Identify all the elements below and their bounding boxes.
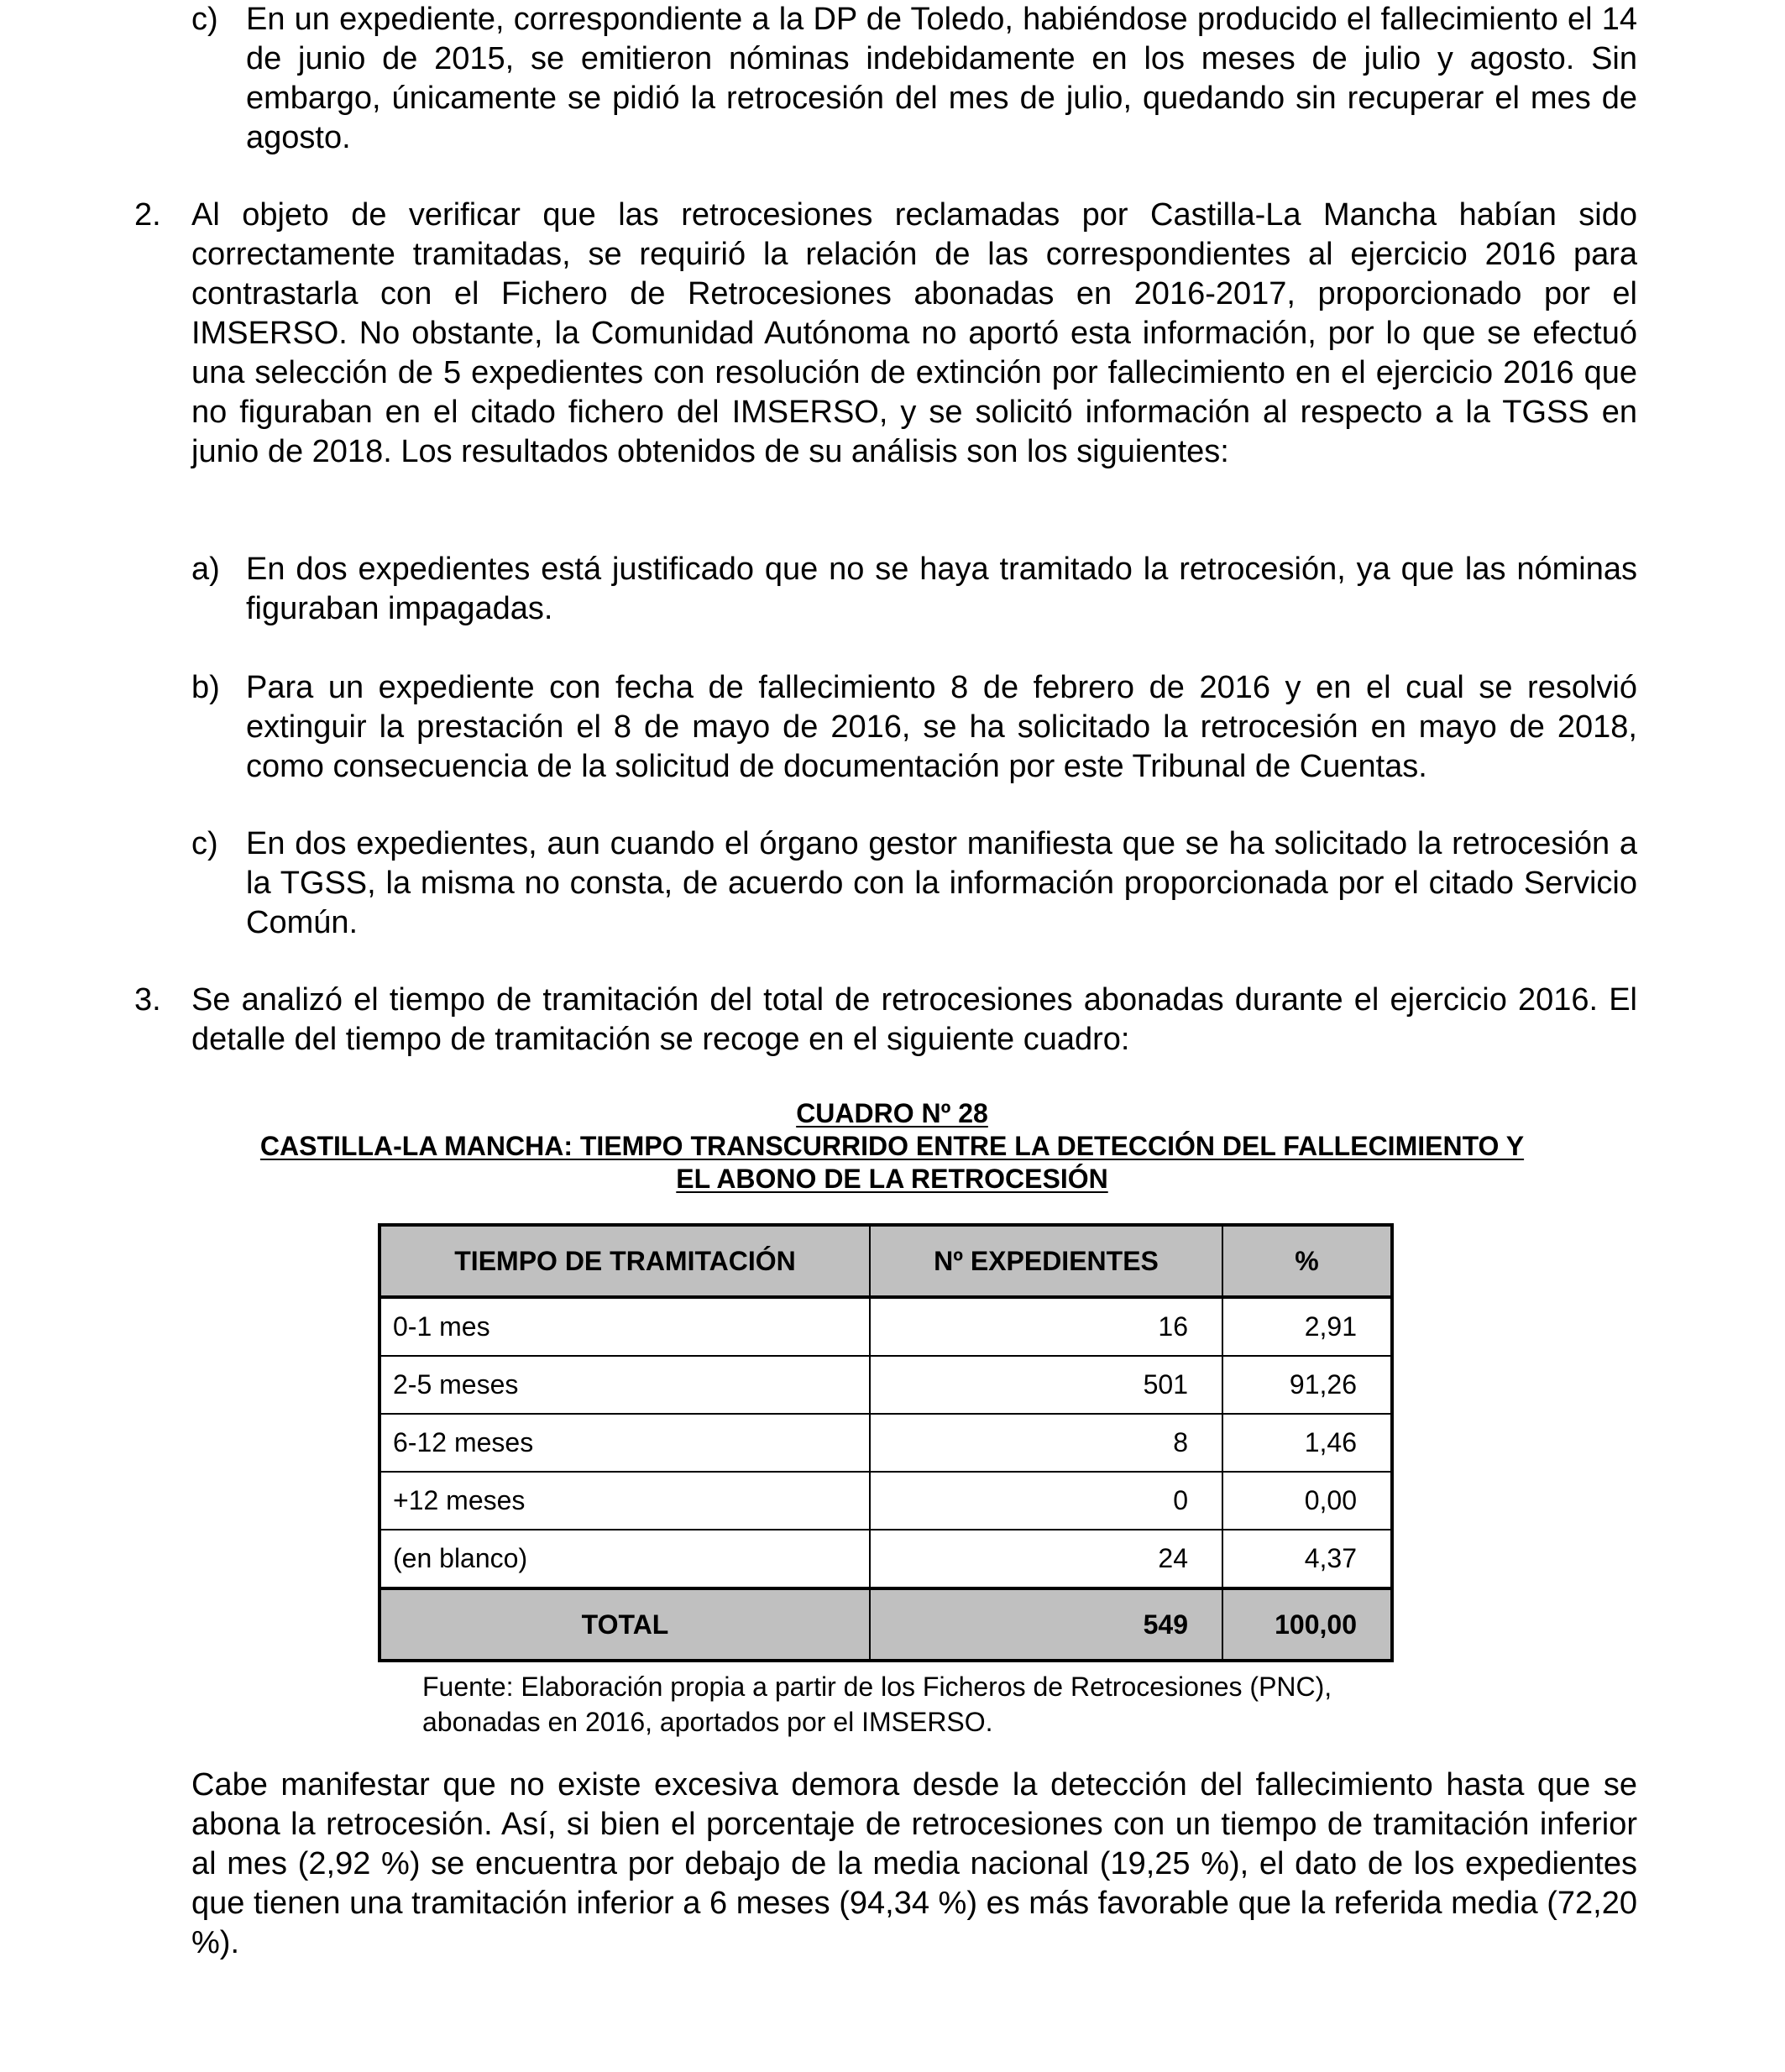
column-header: Nº EXPEDIENTES — [870, 1225, 1222, 1297]
table-cell-count: 16 — [870, 1297, 1222, 1356]
table-cell-count: 501 — [870, 1356, 1222, 1414]
table-cell-label: 6-12 meses — [380, 1414, 870, 1472]
table-cell-percent: 2,91 — [1222, 1297, 1392, 1356]
column-header: TIEMPO DE TRAMITACIÓN — [380, 1225, 870, 1297]
table-row — [380, 1356, 1392, 1414]
list-label-1c: c) — [191, 2, 218, 37]
table-header-row — [380, 1225, 1392, 1297]
table-cell-label: (en blanco) — [380, 1530, 870, 1588]
table-cell-percent: 4,37 — [1222, 1530, 1392, 1588]
table-cell-percent: 0,00 — [1222, 1472, 1392, 1530]
table-cell-label: 0-1 mes — [380, 1297, 870, 1356]
table-cell-count: 8 — [870, 1414, 1222, 1472]
list-number-2: 2. — [134, 197, 161, 233]
table-caption-title-line1: CASTILLA-LA MANCHA: TIEMPO TRANSCURRIDO ENTRE LA DETECCIÓN DEL FALLECIMIENTO Y — [259, 1131, 1525, 1161]
table-cell-percent: 1,46 — [1222, 1414, 1392, 1472]
closing-paragraph: Cabe manifestar que no existe excesiva demora desde la detección del fallecimiento hasta que se abona la retrocesión. Así, si bien el porcentaje de retrocesiones con un tiempo de tramitación inferior al mes (2,92 %) se encuentra por debajo de la media nacional (19,25 %), el dato de los expedientes que tienen una tramitación inferior a 6 meses (94,34 %) es más favorable que la referida media (72,20 %). — [191, 1767, 1637, 1960]
table-cell-percent: 91,26 — [1222, 1356, 1392, 1414]
table-row — [380, 1472, 1392, 1530]
table-total-label: TOTAL — [380, 1588, 870, 1661]
table-total-count: 549 — [870, 1588, 1222, 1661]
table-source-line2: abonadas en 2016, aportados por el IMSERSO. — [422, 1707, 993, 1737]
table-caption-title-line2: EL ABONO DE LA RETROCESIÓN — [676, 1164, 1108, 1194]
table-source-line1: Fuente: Elaboración propia a partir de los Ficheros de Retrocesiones (PNC), — [422, 1672, 1332, 1702]
table-row — [380, 1297, 1392, 1356]
table-caption-number: CUADRO Nº 28 — [796, 1098, 988, 1128]
paragraph-2a: En dos expedientes está justificado que no se haya tramitado la retrocesión, ya que las nóminas figuraban impagadas. — [246, 552, 1637, 626]
paragraph-2c: En dos expedientes, aun cuando el órgano gestor manifiesta que se ha solicitado la retrocesión a la TGSS, la misma no consta, de acuerdo con la información proporcionada por el citado Servicio Común. — [246, 826, 1637, 940]
table-row — [380, 1414, 1392, 1472]
table-cell-count: 24 — [870, 1530, 1222, 1588]
table-cell-label: 2-5 meses — [380, 1356, 870, 1414]
paragraph-2b: Para un expediente con fecha de fallecimiento 8 de febrero de 2016 y en el cual se resolvió extinguir la prestación el 8 de mayo de 2016, se ha solicitado la retrocesión en mayo de 2018, como consecuencia de la solicitud de documentación por este Tribunal de Cuentas. — [246, 670, 1637, 784]
list-label-2a: a) — [191, 552, 220, 587]
paragraph-1c: En un expediente, correspondiente a la DP de Toledo, habiéndose producido el fallecimiento el 14 de junio de 2015, se emitieron nóminas indebidamente en los meses de julio y agosto. Sin embargo, únicamente se pidió la retrocesión del mes de julio, quedando sin recuperar el mes de agosto. — [246, 2, 1637, 155]
paragraph-3: Se analizó el tiempo de tramitación del total de retrocesiones abonadas durante el ejercicio 2016. El detalle del tiempo de tramitación se recoge en el siguiente cuadro: — [191, 982, 1637, 1057]
table-cell-count: 0 — [870, 1472, 1222, 1530]
table-cell-label: +12 meses — [380, 1472, 870, 1530]
list-label-2b: b) — [191, 670, 220, 705]
table-total-percent: 100,00 — [1222, 1588, 1392, 1661]
table-row — [380, 1530, 1392, 1588]
list-label-2c: c) — [191, 826, 218, 861]
list-number-3: 3. — [134, 982, 161, 1018]
table-total-row — [380, 1588, 1392, 1661]
table-source-note — [422, 1669, 1430, 1740]
column-header: % — [1222, 1225, 1392, 1297]
data-table — [378, 1223, 1394, 1662]
paragraph-2: Al objeto de verificar que las retrocesiones reclamadas por Castilla-La Mancha habían sido correctamente tramitadas, se requirió la relación de las correspondientes al ejercicio 2016 para contrastarla con el Fichero de Retrocesiones abonadas en 2016-2017, proporcionado por el IMSERSO. No obstante, la Comunidad Autónoma no aportó esta información, por lo que se efectuó una selección de 5 expedientes con resolución de extinción por fallecimiento en el ejercicio 2016 que no figuraban en el citado fichero del IMSERSO, y se solicitó información al respecto a la TGSS en junio de 2018. Los resultados obtenidos de su análisis son los siguientes: — [191, 197, 1637, 469]
